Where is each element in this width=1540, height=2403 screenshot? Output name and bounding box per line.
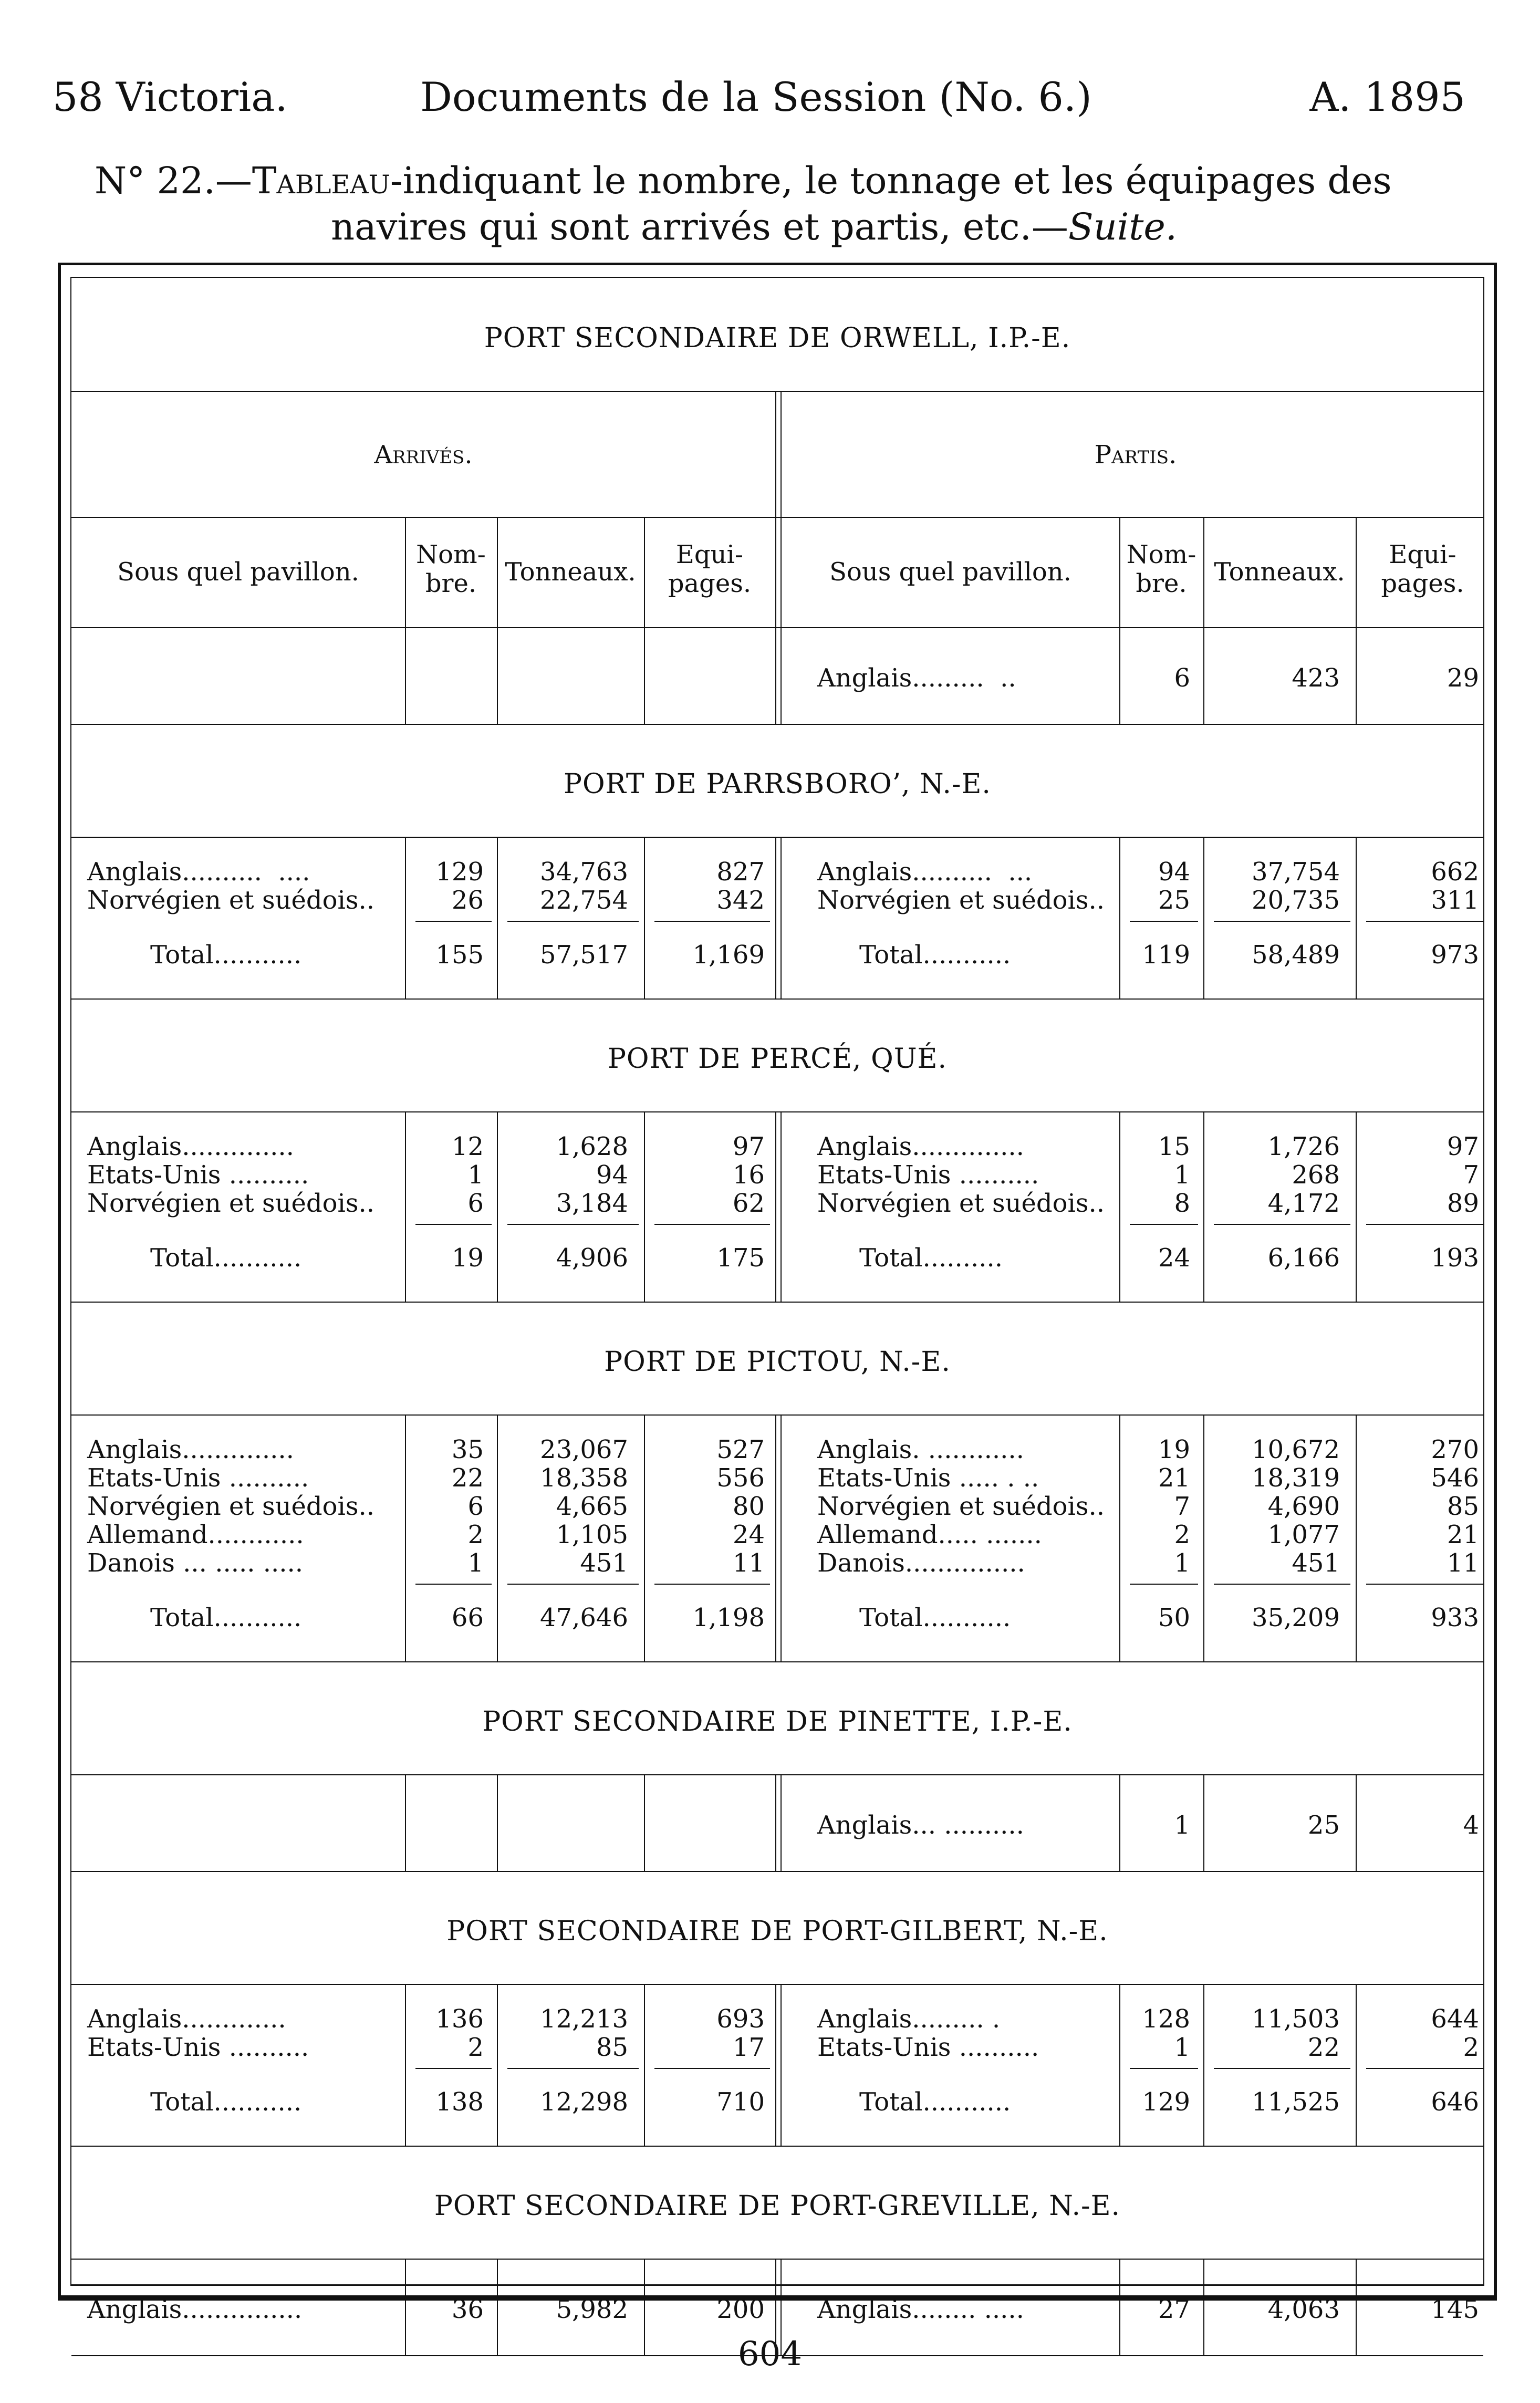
column-divider-double [775, 1414, 782, 1661]
caption-line2: navires qui sont arrivés et partis, etc.— [331, 205, 1068, 248]
equipages-cell: 644 [1431, 2004, 1479, 2034]
equipages-cell: 97 [732, 1132, 765, 1161]
total-tonneaux: 35,209 [1252, 1603, 1340, 1632]
total-label: Total........... [859, 940, 1011, 970]
nombre-cell: 8 [1174, 1189, 1190, 1218]
total-nombre: 50 [1158, 1603, 1190, 1632]
column-rule [1119, 517, 1120, 627]
table-caption: N° 22.—Tableau-indiquant le nombre, le tonnage et les équipages des navires qui sont arrivés et partis, etc.—Suite. [95, 159, 1392, 248]
column-rule [405, 517, 406, 627]
equipages-cell: 85 [1447, 1492, 1479, 1521]
subtotal-rule [415, 1584, 492, 1585]
total-equipages: 933 [1431, 1603, 1479, 1632]
equipages-cell: 311 [1431, 886, 1479, 915]
flag-cell: Allemand............ [87, 1520, 304, 1549]
column-rule [1356, 517, 1357, 627]
subtotal-rule [507, 1224, 639, 1225]
flag-cell: Norvégien et suédois.. [817, 1492, 1105, 1521]
column-rule [644, 837, 645, 998]
nombre-cell: 7 [1174, 1492, 1190, 1521]
column-divider-double [775, 837, 782, 998]
total-label: Total........... [859, 2087, 1011, 2117]
subtotal-rule [507, 921, 639, 922]
page-number: 604 [737, 2335, 803, 2374]
nombre-cell: 2 [467, 1520, 484, 1549]
column-rule [497, 517, 498, 627]
flag-cell: Anglais.......... ... [817, 857, 1033, 887]
section-title: PORT SECONDAIRE DE PINETTE, I.P.-E. [482, 1706, 1073, 1738]
tonneaux-cell: 12,213 [540, 2004, 628, 2034]
nombre-cell: 6 [1174, 663, 1190, 693]
flag-cell: Anglais........ ..... [817, 2295, 1024, 2324]
tonneaux-cell: 5,982 [556, 2295, 628, 2324]
nombre-cell: 128 [1142, 2004, 1190, 2034]
tonneaux-cell: 4,172 [1267, 1189, 1340, 1218]
equipages-cell: 556 [716, 1463, 765, 1493]
flag-cell: Danois............... [817, 1548, 1025, 1578]
tonneaux-cell: 1,105 [556, 1520, 628, 1549]
flag-cell: Anglais.............. [87, 1435, 294, 1464]
nombre-cell: 21 [1158, 1463, 1190, 1493]
total-nombre: 138 [435, 2087, 484, 2117]
header-session: 58 Victoria. [53, 74, 288, 120]
subtotal-rule [1130, 1584, 1198, 1585]
equipages-cell: 145 [1431, 2295, 1479, 2324]
equipages-cell: 11 [1447, 1548, 1479, 1578]
flag-column-header: Sous quel pavillon. [117, 557, 359, 587]
subtotal-rule [415, 1224, 492, 1225]
equipages-cell: 2 [1463, 2033, 1479, 2062]
column-rule [1356, 1984, 1357, 2146]
flag-cell: Danois ... ..... ..... [87, 1548, 304, 1578]
column-rule [1119, 627, 1120, 724]
subtotal-rule [654, 921, 770, 922]
subtotal-rule [654, 1584, 770, 1585]
nombre-cell: 6 [467, 1492, 484, 1521]
header-documents: Documents de la Session (No. 6.) [420, 74, 1092, 120]
total-equipages: 973 [1431, 940, 1479, 970]
tonneaux-cell: 268 [1292, 1160, 1340, 1190]
total-label: Total........... [150, 1603, 302, 1632]
nombre-cell: 1 [1174, 2033, 1190, 2062]
equipages-cell: 11 [732, 1548, 765, 1578]
equipages-column-header: Equi- [675, 540, 744, 569]
tonneaux-cell: 1,077 [1267, 1520, 1340, 1549]
flag-cell: Norvégien et suédois.. [817, 1189, 1105, 1218]
tonneaux-cell: 423 [1292, 663, 1340, 693]
flag-cell: Norvégien et suédois.. [87, 1492, 375, 1521]
equipages-cell: 7 [1463, 1160, 1479, 1190]
total-tonneaux: 58,489 [1252, 940, 1340, 970]
column-rule [1203, 1984, 1204, 2146]
tonneaux-cell: 10,672 [1252, 1435, 1340, 1464]
equipages-cell: 62 [732, 1189, 765, 1218]
subtotal-rule [1130, 921, 1198, 922]
equipages-column-header: Equi- [1389, 540, 1456, 569]
flag-cell: Allemand..... ....... [817, 1520, 1042, 1549]
tonneaux-cell: 23,067 [540, 1435, 628, 1464]
nombre-cell: 25 [1158, 886, 1190, 915]
total-label: Total........... [150, 2087, 302, 2117]
tonneaux-cell: 451 [580, 1548, 628, 1578]
column-rule [1119, 837, 1120, 998]
subtotal-rule [1214, 1224, 1350, 1225]
column-rule [405, 627, 406, 724]
section-title: PORT DE PICTOU, N.-E. [604, 1346, 951, 1378]
total-nombre: 66 [451, 1603, 484, 1632]
equipages-cell: 17 [732, 2033, 765, 2062]
subtotal-rule [1130, 2068, 1198, 2069]
caption-line1: indiquant le nombre, le tonnage et les équipages des [402, 159, 1392, 202]
column-rule [405, 1414, 406, 1661]
nombre-cell: 36 [451, 2295, 484, 2324]
column-rule [644, 517, 645, 627]
column-rule [497, 837, 498, 998]
column-rule [1119, 1111, 1120, 1302]
rule-line [71, 2146, 1483, 2147]
column-rule [1356, 837, 1357, 998]
nombre-cell: 12 [451, 1132, 484, 1161]
column-rule [1119, 1414, 1120, 1661]
column-rule [1203, 1414, 1204, 1661]
column-rule [644, 1984, 645, 2146]
rule-line [71, 1661, 1483, 1662]
column-rule [1203, 1111, 1204, 1302]
tonneaux-cell: 1,726 [1267, 1132, 1340, 1161]
column-divider-double [775, 1984, 782, 2146]
total-nombre: 155 [435, 940, 484, 970]
tonneaux-cell: 22,754 [540, 886, 628, 915]
tonneaux-cell: 18,319 [1252, 1463, 1340, 1493]
total-equipages: 1,198 [692, 1603, 765, 1632]
tonneaux-cell: 1,628 [556, 1132, 628, 1161]
total-nombre: 119 [1142, 940, 1190, 970]
flag-cell: Norvégien et suédois.. [87, 1189, 375, 1218]
column-rule [1119, 1984, 1120, 2146]
flag-cell: Etats-Unis .......... [87, 1463, 309, 1493]
flag-cell: Etats-Unis .......... [817, 1160, 1039, 1190]
subtotal-rule [507, 2068, 639, 2069]
arrivals-heading: Arrivés. [374, 440, 473, 470]
tonneaux-cell: 25 [1307, 1811, 1340, 1840]
column-divider-double [775, 1111, 782, 1302]
total-tonneaux: 6,166 [1267, 1243, 1340, 1273]
flag-cell: Etats-Unis .......... [817, 2033, 1039, 2062]
column-rule [1356, 1774, 1357, 1871]
column-rule [1356, 1111, 1357, 1302]
tonneaux-column-header: Tonneaux. [1214, 557, 1345, 587]
flag-cell: Anglais.......... .... [87, 857, 310, 887]
tonneaux-cell: 22 [1307, 2033, 1340, 2062]
column-rule [497, 1111, 498, 1302]
subtotal-rule [1366, 921, 1484, 922]
tonneaux-cell: 4,063 [1267, 2295, 1340, 2324]
section-title: PORT SECONDAIRE DE PORT-GREVILLE, N.-E. [434, 2190, 1121, 2222]
column-divider-double [775, 391, 782, 627]
nombre-cell: 1 [467, 1548, 484, 1578]
flag-column-header: Sous quel pavillon. [829, 557, 1071, 587]
subtotal-rule [654, 2068, 770, 2069]
equipages-cell: 29 [1447, 663, 1479, 693]
equipages-cell: 827 [716, 857, 765, 887]
subtotal-rule [654, 1224, 770, 1225]
total-label: Total........... [150, 940, 302, 970]
flag-cell: Norvégien et suédois.. [817, 886, 1105, 915]
equipages-cell: 89 [1447, 1189, 1479, 1218]
tonneaux-cell: 37,754 [1252, 857, 1340, 887]
rule-line [71, 1302, 1483, 1303]
departures-heading: Partis. [1094, 440, 1177, 470]
table-body [70, 277, 1484, 2324]
flag-cell: Anglais.............. [817, 1132, 1024, 1161]
flag-cell: Anglais.............. [87, 1132, 294, 1161]
nombre-column-header: Nom- [416, 540, 486, 569]
subtotal-rule [1214, 1584, 1350, 1585]
total-equipages: 175 [716, 1243, 765, 1273]
nombre-cell: 94 [1158, 857, 1190, 887]
total-nombre: 19 [451, 1243, 484, 1273]
flag-cell: Anglais......... . [817, 2004, 1001, 2034]
column-rule [644, 627, 645, 724]
total-nombre: 129 [1142, 2087, 1190, 2117]
tonneaux-cell: 11,503 [1252, 2004, 1340, 2034]
total-label: Total........... [859, 1603, 1011, 1632]
equipages-cell: 270 [1431, 1435, 1479, 1464]
total-tonneaux: 4,906 [556, 1243, 628, 1273]
column-rule [644, 1414, 645, 1661]
column-rule [644, 1774, 645, 1871]
equipages-cell: 693 [716, 2004, 765, 2034]
nombre-column-header: Nom- [1126, 540, 1196, 569]
equipages-cell: 16 [732, 1160, 765, 1190]
tonneaux-cell: 4,690 [1267, 1492, 1340, 1521]
subtotal-rule [415, 921, 492, 922]
column-rule [405, 1111, 406, 1302]
column-rule [497, 1984, 498, 2146]
caption-suite: Suite. [1068, 205, 1178, 248]
subtotal-rule [415, 2068, 492, 2069]
equipages-cell: 342 [716, 886, 765, 915]
total-equipages: 1,169 [692, 940, 765, 970]
total-equipages: 646 [1431, 2087, 1479, 2117]
total-tonneaux: 11,525 [1252, 2087, 1340, 2117]
subtotal-rule [1366, 1224, 1484, 1225]
nombre-cell: 15 [1158, 1132, 1190, 1161]
nombre-cell: 22 [451, 1463, 484, 1493]
caption-label: Tableau [252, 159, 390, 202]
total-label: Total........... [150, 1243, 302, 1273]
table-frame [58, 263, 1497, 2324]
subtotal-rule [1366, 1584, 1484, 1585]
rule-line [71, 724, 1483, 725]
total-tonneaux: 57,517 [540, 940, 628, 970]
column-divider-double [775, 1774, 782, 1871]
section-title: PORT SECONDAIRE DE ORWELL, I.P.-E. [484, 323, 1071, 354]
equipages-cell: 97 [1447, 1132, 1479, 1161]
column-rule [497, 1774, 498, 1871]
total-equipages: 710 [716, 2087, 765, 2117]
flag-cell: Etats-Unis ..... . .. [817, 1463, 1039, 1493]
column-divider-double [775, 627, 782, 724]
section-title: PORT DE PARRSBORO’, N.-E. [564, 768, 991, 800]
equipages-cell: 21 [1447, 1520, 1479, 1549]
subtotal-rule [1366, 2068, 1484, 2069]
flag-cell: Etats-Unis .......... [87, 2033, 309, 2062]
nombre-cell: 6 [467, 1189, 484, 1218]
equipages-cell: 200 [716, 2295, 765, 2324]
caption-number: N° 22. [95, 159, 215, 202]
equipages-cell: 527 [716, 1435, 765, 1464]
nombre-cell: 1 [1174, 1160, 1190, 1190]
subtotal-rule [507, 1584, 639, 1585]
total-tonneaux: 12,298 [540, 2087, 628, 2117]
flag-cell: Norvégien et suédois.. [87, 886, 375, 915]
total-label: Total.......... [859, 1243, 1003, 1273]
total-nombre: 24 [1158, 1243, 1190, 1273]
tonneaux-cell: 20,735 [1252, 886, 1340, 915]
nombre-cell: 35 [451, 1435, 484, 1464]
column-rule [405, 1984, 406, 2146]
tonneaux-cell: 3,184 [556, 1189, 628, 1218]
total-equipages: 193 [1431, 1243, 1479, 1273]
column-rule [497, 1414, 498, 1661]
flag-cell: Anglais............... [87, 2295, 303, 2324]
equipages-column-header: pages. [668, 569, 752, 598]
tonneaux-cell: 451 [1292, 1548, 1340, 1578]
flag-cell: Anglais......... .. [817, 663, 1016, 693]
equipages-cell: 24 [732, 1520, 765, 1549]
tonneaux-cell: 34,763 [540, 857, 628, 887]
subtotal-rule [1130, 1224, 1198, 1225]
column-rule [405, 837, 406, 998]
flag-cell: Anglais............. [87, 2004, 286, 2034]
column-rule [1203, 1774, 1204, 1871]
equipages-cell: 4 [1463, 1811, 1479, 1840]
column-rule [1203, 517, 1204, 627]
nombre-cell: 136 [435, 2004, 484, 2034]
nombre-cell: 26 [451, 886, 484, 915]
subtotal-rule [1214, 921, 1350, 922]
tonneaux-cell: 18,358 [540, 1463, 628, 1493]
column-rule [497, 627, 498, 724]
column-rule [405, 1774, 406, 1871]
nombre-cell: 1 [1174, 1548, 1190, 1578]
nombre-cell: 2 [467, 2033, 484, 2062]
section-title: PORT SECONDAIRE DE PORT-GILBERT, N.-E. [446, 1916, 1108, 1947]
column-rule [1119, 1774, 1120, 1871]
header-year: A. 1895 [1309, 74, 1465, 120]
nombre-column-header: bre. [1136, 569, 1187, 598]
rule-line [71, 1871, 1483, 1872]
column-rule [1356, 1414, 1357, 1661]
equipages-column-header: pages. [1381, 569, 1464, 598]
column-rule [1356, 627, 1357, 724]
equipages-cell: 546 [1431, 1463, 1479, 1493]
column-rule [1203, 627, 1204, 724]
nombre-cell: 129 [435, 857, 484, 887]
tonneaux-cell: 94 [596, 1160, 628, 1190]
tonneaux-cell: 85 [596, 2033, 628, 2062]
flag-cell: Anglais... .......... [817, 1811, 1024, 1840]
running-head [53, 74, 1465, 126]
tonneaux-column-header: Tonneaux. [505, 557, 636, 587]
nombre-cell: 1 [467, 1160, 484, 1190]
tonneaux-cell: 4,665 [556, 1492, 628, 1521]
column-rule [644, 1111, 645, 1302]
column-rule [1203, 837, 1204, 998]
subtotal-rule [1214, 2068, 1350, 2069]
total-tonneaux: 47,646 [540, 1603, 628, 1632]
nombre-cell: 27 [1158, 2295, 1190, 2324]
nombre-column-header: bre. [425, 569, 477, 598]
equipages-cell: 662 [1431, 857, 1479, 887]
section-title: PORT DE PERCÉ, QUÉ. [607, 1043, 948, 1075]
flag-cell: Etats-Unis .......... [87, 1160, 309, 1190]
flag-cell: Anglais. ............ [817, 1435, 1024, 1464]
equipages-cell: 80 [732, 1492, 765, 1521]
nombre-cell: 2 [1174, 1520, 1190, 1549]
nombre-cell: 19 [1158, 1435, 1190, 1464]
nombre-cell: 1 [1174, 1811, 1190, 1840]
rule-line [71, 998, 1483, 1000]
